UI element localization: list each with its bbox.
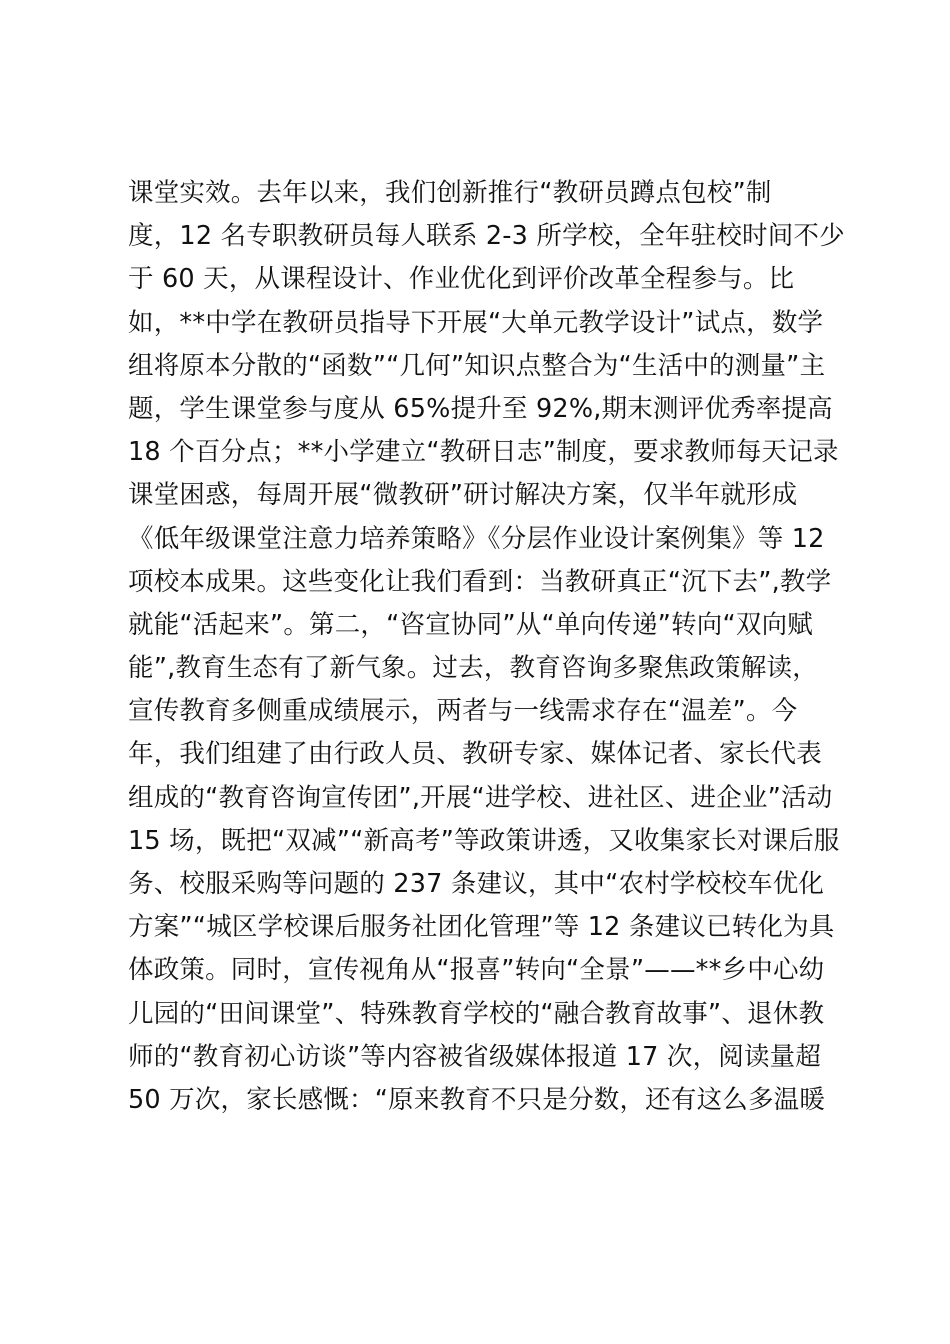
text-line: 组成的“教育咨询宣传团”,开展“进学校、进社区、进企业”活动 [128, 782, 833, 813]
text-line: 如，**中学在教研员指导下开展“大单元教学设计”试点，数学 [128, 307, 824, 338]
text-line: 儿园的“田间课堂”、特殊教育学校的“融合教育故事”、退休教 [128, 998, 825, 1029]
text-line: 能”,教育生态有了新气象。过去，教育咨询多聚焦政策解读， [128, 653, 818, 684]
text-line: 课堂困惑，每周开展“微教研”研讨解决方案，仅半年就形成 [128, 480, 798, 511]
text-line: 度，12 名专职教研员每人联系 2-3 所学校，全年驻校时间不少 [128, 221, 845, 252]
text-line: 于 60 天，从课程设计、作业优化到评价改革全程参与。比 [128, 264, 795, 295]
text-line: 15 场，既把“双减”“新高考”等政策讲透，又收集家长对课后服 [128, 825, 840, 856]
text-line: 50 万次，家长感慨：“原来教育不只是分数，还有这么多温暖 [128, 1084, 826, 1115]
text-line: 组将原本分散的“函数”“几何”知识点整合为“生活中的测量”主 [128, 350, 826, 381]
text-line: 务、校服采购等问题的 237 条建议，其中“农村学校校车优化 [128, 869, 825, 899]
text-line: 宣传教育多侧重成绩展示，两者与一线需求存在“温差”。今 [128, 696, 798, 727]
text-line: 课堂实效。去年以来，我们创新推行“教研员蹲点包校”制 [128, 178, 772, 208]
text-line: 18 个百分点；**小学建立“教研日志”制度，要求教师每天记录 [128, 437, 839, 468]
body-paragraph [128, 172, 845, 1122]
text-line: 题，学生课堂参与度从 65%提升至 92%,期末测评优秀率提高 [128, 393, 833, 424]
text-line: 师的“教育初心访谈”等内容被省级媒体报道 17 次，阅读量超 [128, 1041, 822, 1072]
text-line: 年，我们组建了由行政人员、教研专家、媒体记者、家长代表 [128, 739, 822, 770]
text-line: 《低年级课堂注意力培养策略》《分层作业设计案例集》等 12 [128, 523, 825, 554]
text-line: 体政策。同时，宣传视角从“报喜”转向“全景”——**乡中心幼 [128, 955, 825, 986]
text-line: 方案”“城区学校课后服务社团化管理”等 12 条建议已转化为具 [128, 912, 835, 943]
text-line: 就能“活起来”。第二，“咨宣协同”从“单向传递”转向“双向赋 [128, 609, 813, 640]
text-line: 项校本成果。这些变化让我们看到：当教研真正“沉下去”,教学 [128, 566, 832, 597]
